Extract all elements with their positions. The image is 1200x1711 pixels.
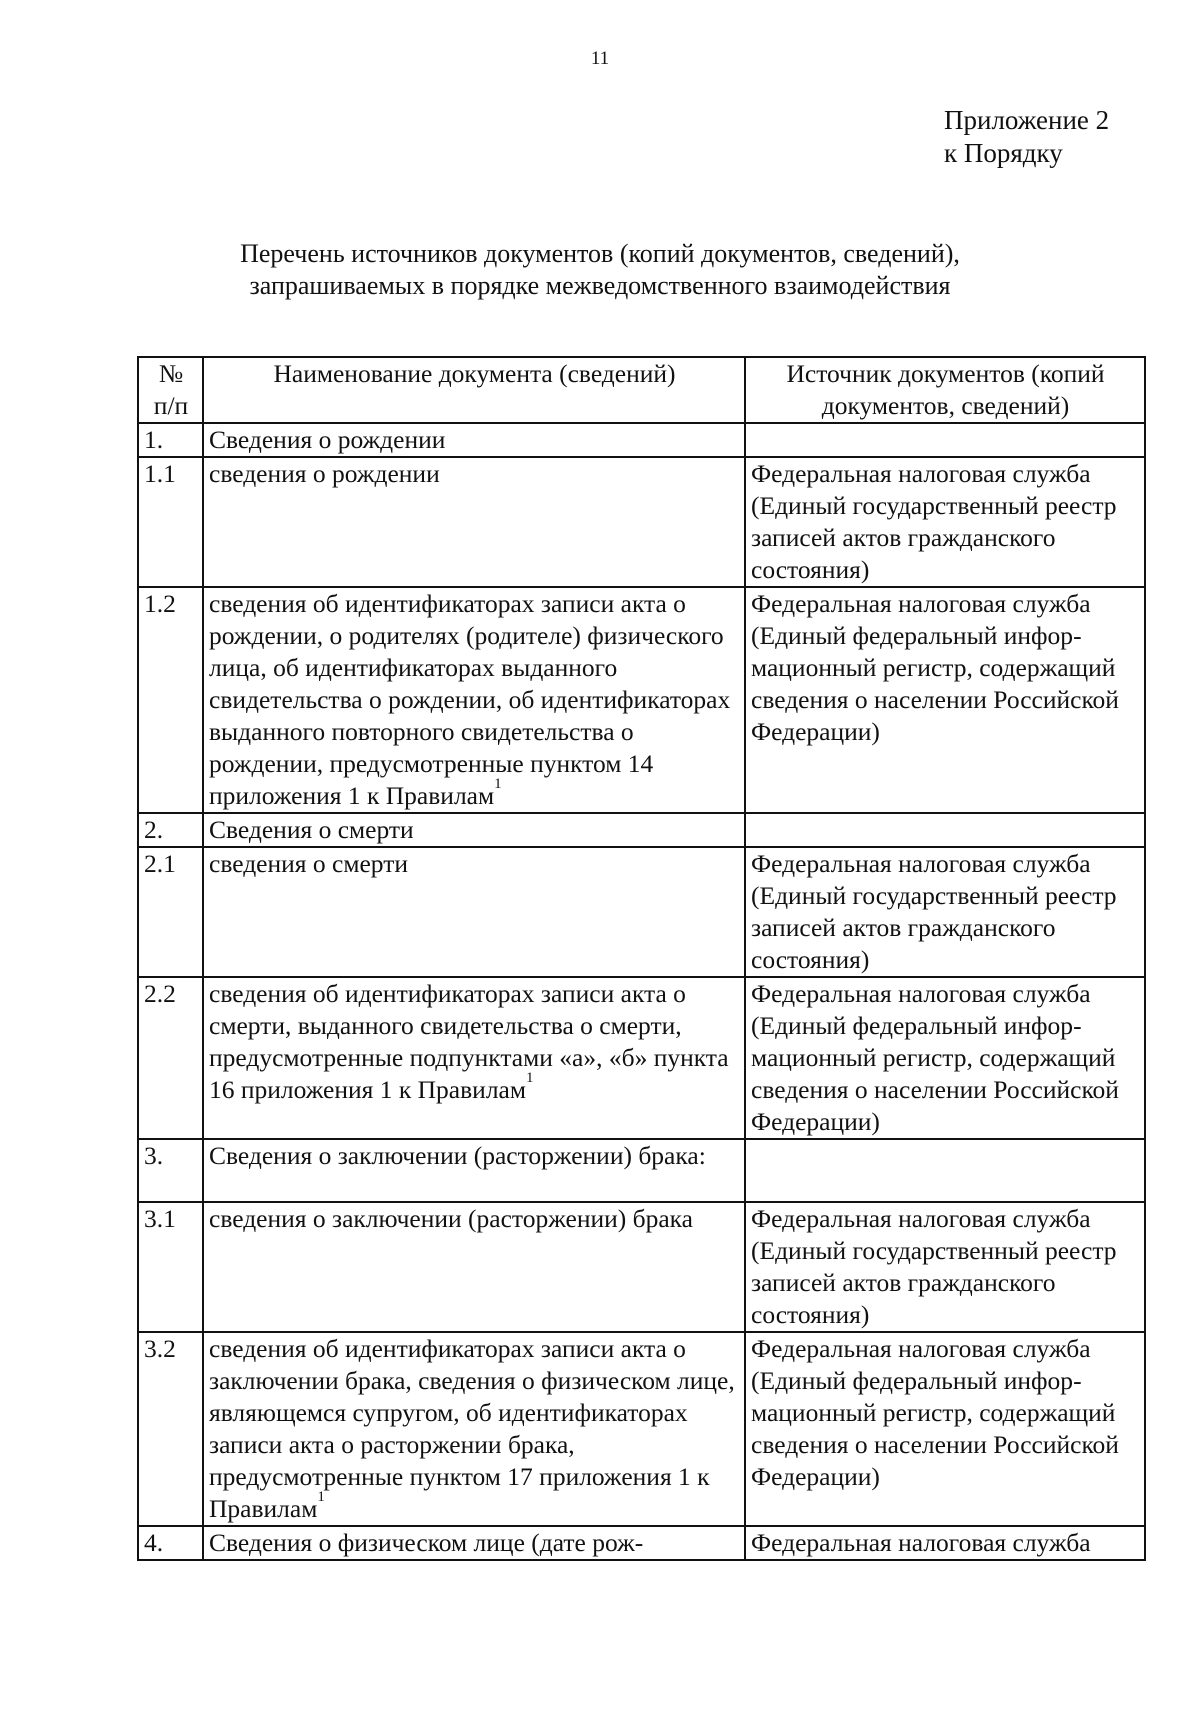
row-source: Федеральная налоговая служба (Единый государственный реестр записей актов гражданского состояния) xyxy=(745,457,1145,587)
appendix-line-2: к Порядку xyxy=(944,138,1063,168)
row-number: 1.1 xyxy=(138,457,203,587)
header-number-line-2: п/п xyxy=(153,391,189,420)
row-document-name-text: Сведения о смерти xyxy=(209,815,414,844)
row-number: 3.1 xyxy=(138,1202,203,1332)
row-document-name xyxy=(203,423,745,457)
row-document-name-text: сведения о заключении (расторжении) брака xyxy=(209,1204,694,1233)
row-document-name xyxy=(203,1332,745,1526)
appendix-note xyxy=(944,104,1109,170)
row-source: Федеральная налоговая служба (Единый федеральный информационный регистр, содержащий сведения о населении Российской Федерации) xyxy=(745,587,1145,813)
table-row xyxy=(138,423,1145,457)
header-number-line-1: № xyxy=(158,359,184,388)
row-source: Федеральная налоговая служба (Единый государственный реестр записей актов гражданского состояния) xyxy=(745,847,1145,977)
table-row xyxy=(138,1202,1145,1332)
table-row xyxy=(138,587,1145,813)
appendix-line-1: Приложение 2 xyxy=(944,105,1110,135)
header-number xyxy=(138,357,203,423)
row-source xyxy=(745,1139,1145,1202)
row-source: Федеральная налоговая служба (Единый государственный реестр записей актов гражданского состояния) xyxy=(745,1202,1145,1332)
row-number: 2.2 xyxy=(138,977,203,1139)
row-number: 1.2 xyxy=(138,587,203,813)
row-number: 2. xyxy=(138,813,203,847)
row-number: 2.1 xyxy=(138,847,203,977)
table-row xyxy=(138,847,1145,977)
table-row xyxy=(138,813,1145,847)
row-document-name xyxy=(203,847,745,977)
row-document-name-text: сведения об идентификаторах записи акта о рождении, о родителях (родителе) физического лица, об идентификаторах выданного свидетельства о рождении, об идентификаторах выданного повторного свидетельства о рождении, предусмотренные пунктом 14 приложения 1 к Правилам xyxy=(209,589,731,810)
row-number: 3. xyxy=(138,1139,203,1202)
footnote-marker: 1 xyxy=(494,776,502,792)
page-number: 11 xyxy=(590,48,610,69)
table-row xyxy=(138,1139,1145,1202)
table-row xyxy=(138,457,1145,587)
document-title-line-1: Перечень источников документов (копий документов, сведений), xyxy=(240,239,960,268)
row-number: 4. xyxy=(138,1526,203,1560)
row-document-name xyxy=(203,587,745,813)
table-header-row xyxy=(138,357,1145,423)
footnote-marker: 1 xyxy=(526,1070,534,1086)
row-document-name xyxy=(203,1202,745,1332)
row-document-name xyxy=(203,1139,745,1202)
row-document-name-text: Сведения о физическом лице (дате рож- xyxy=(209,1528,644,1557)
row-document-name xyxy=(203,1526,745,1560)
row-number: 1. xyxy=(138,423,203,457)
header-source: Источник документов (копий документов, сведений) xyxy=(745,357,1145,423)
row-document-name-text: сведения о смерти xyxy=(209,849,408,878)
row-source: Федеральная налоговая служба (Единый федеральный информационный регистр, содержащий сведения о населении Российской Федерации) xyxy=(745,1332,1145,1526)
row-source: Федеральная налоговая служба xyxy=(745,1526,1145,1560)
row-document-name xyxy=(203,977,745,1139)
footnote-marker: 1 xyxy=(317,1489,325,1505)
row-document-name-text: Сведения о рождении xyxy=(209,425,446,454)
document-title-line-2: запрашиваемых в порядке межведомственного взаимодействия xyxy=(249,271,951,300)
table-row xyxy=(138,1526,1145,1560)
row-document-name xyxy=(203,813,745,847)
sources-table xyxy=(137,356,1146,1561)
table-row xyxy=(138,1332,1145,1526)
document-title xyxy=(0,238,1200,302)
row-document-name-text: Сведения о заключении (расторжении) брака: xyxy=(209,1141,706,1170)
row-source: Федеральная налоговая служба (Единый федеральный информационный регистр, содержащий сведения о населении Российской Федерации) xyxy=(745,977,1145,1139)
table-row xyxy=(138,977,1145,1139)
row-document-name-text: сведения об идентификаторах записи акта о смерти, выданного свидетельства о смерти, предусмотренные подпунктами «а», «б» пункта 16 приложения 1 к Правилам xyxy=(209,979,729,1104)
row-source xyxy=(745,423,1145,457)
row-document-name-text: сведения об идентификаторах записи акта о заключении брака, сведения о физическом лице, являющемся супругом, об идентификаторах записи акта о расторжении брака, предусмотренные пунктом 17 приложения 1 к Правилам xyxy=(209,1334,735,1523)
row-document-name xyxy=(203,457,745,587)
header-document-name: Наименование документа (сведений) xyxy=(203,357,745,423)
row-document-name-text: сведения о рождении xyxy=(209,459,440,488)
row-source xyxy=(745,813,1145,847)
row-number: 3.2 xyxy=(138,1332,203,1526)
